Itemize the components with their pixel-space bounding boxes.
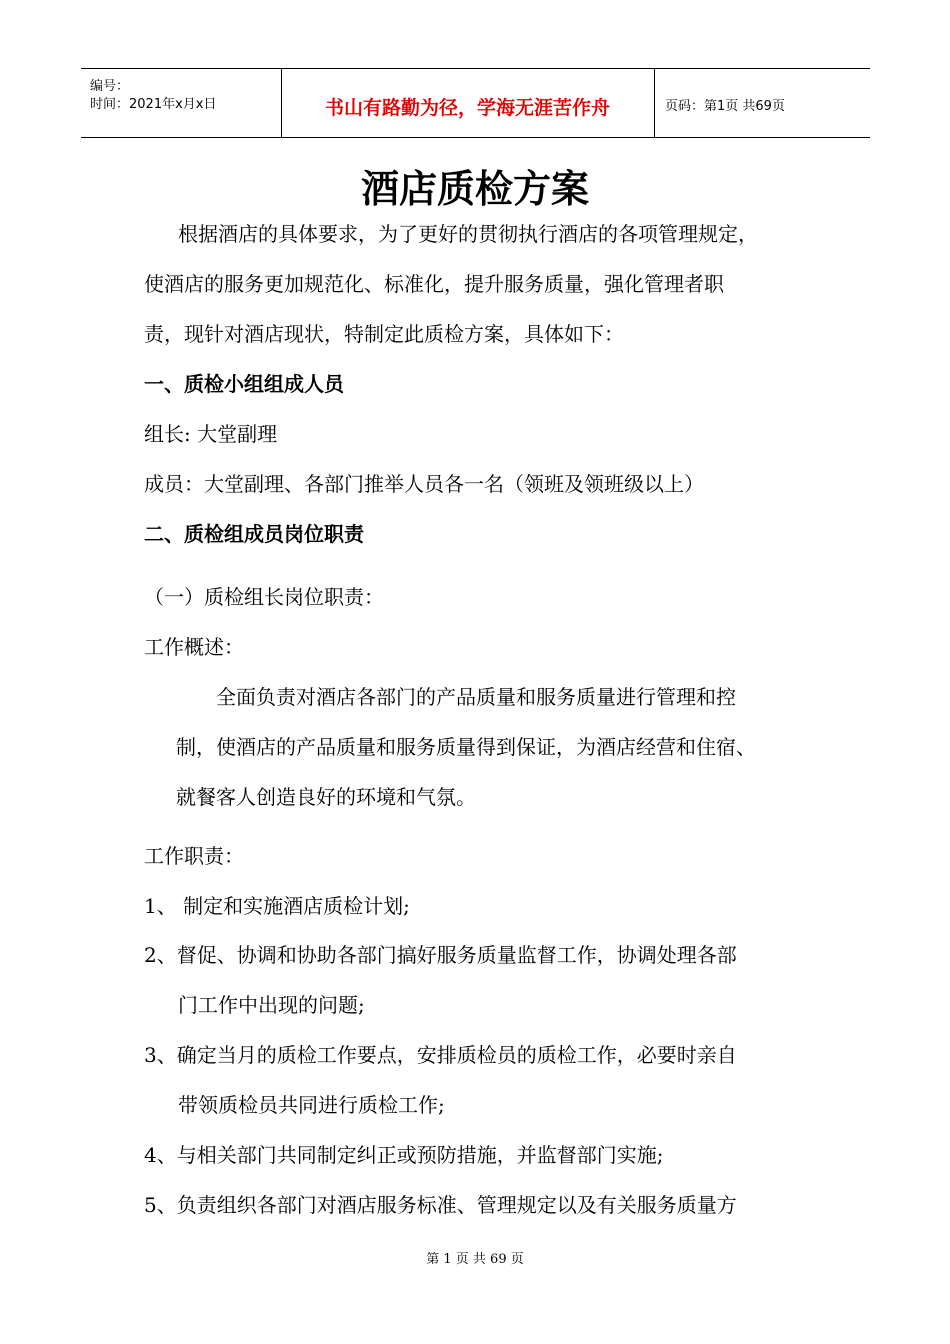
- document-header: [81, 68, 870, 138]
- list-item: 5、负责组织各部门对酒店服务标准、管理规定以及有关服务质量方: [144, 1193, 737, 1217]
- paragraph-line: 工作概述：: [144, 635, 244, 659]
- subsection-heading: （一）质检组长岗位职责：: [144, 585, 384, 609]
- section-heading: 二、质检组成员岗位职责: [144, 522, 364, 546]
- list-item: 2、督促、协调和协助各部门搞好服务质量监督工作，协调处理各部: [144, 943, 737, 967]
- list-item-continuation: 门工作中出现的问题;: [178, 993, 365, 1017]
- document-number-label: 编号：: [90, 79, 130, 94]
- header-info-cell: [81, 69, 282, 137]
- page-footer: 第 1 页 共 69 页: [426, 1252, 524, 1267]
- section-heading: 一、质检小组组成人员: [144, 372, 344, 396]
- paragraph-line: 责，现针对酒店现状，特制定此质检方案，具体如下：: [144, 322, 624, 346]
- header-motto-cell: [281, 69, 655, 137]
- paragraph-line: 工作职责：: [144, 844, 244, 868]
- list-item: 3、确定当月的质检工作要点，安排质检员的质检工作，必要时亲自: [144, 1043, 737, 1067]
- paragraph-line: 根据酒店的具体要求，为了更好的贯彻执行酒店的各项管理规定，: [178, 222, 758, 246]
- header-motto: 书山有路勤为径，学海无涯苦作舟: [324, 97, 610, 119]
- header-page-info: 页码：第1页 共69页: [665, 99, 785, 114]
- paragraph-line: 就餐客人创造良好的环境和气氛。: [176, 785, 476, 809]
- paragraph-line: 成员：大堂副理、各部门推举人员各一名（领班及领班级以上）: [144, 472, 704, 496]
- list-item-continuation: 带领质检员共同进行质检工作;: [178, 1093, 445, 1117]
- header-page-cell: [655, 69, 870, 137]
- list-item: 1、 制定和实施酒店质检计划;: [144, 894, 410, 918]
- paragraph-line: 组长: 大堂副理: [144, 422, 278, 446]
- paragraph-line: 全面负责对酒店各部门的产品质量和服务质量进行管理和控: [216, 685, 736, 709]
- document-title: 酒店质检方案: [360, 166, 589, 211]
- list-item: 4、与相关部门共同制定纠正或预防措施，并监督部门实施;: [144, 1143, 664, 1167]
- paragraph-line: 使酒店的服务更加规范化、标准化，提升服务质量，强化管理者职: [144, 272, 724, 296]
- paragraph-line: 制，使酒店的产品质量和服务质量得到保证，为酒店经营和住宿、: [176, 735, 756, 759]
- document-time-label: 时间：2021年x月x日: [90, 97, 217, 112]
